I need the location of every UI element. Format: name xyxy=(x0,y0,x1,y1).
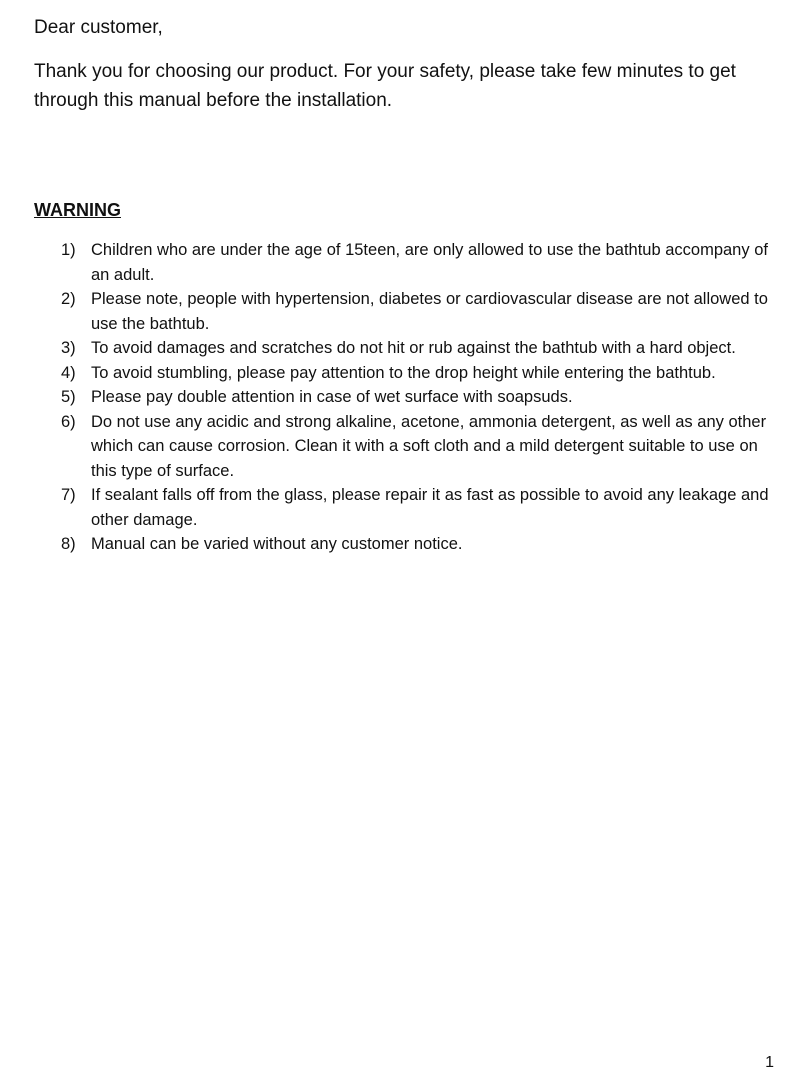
warning-list xyxy=(0,238,808,557)
warning-item-text: To avoid damages and scratches do not hit or rub against the bathtub with a hard object. xyxy=(91,339,736,357)
warning-item-number: 2) xyxy=(61,290,76,308)
warning-item-text: Manual can be varied without any customer notice. xyxy=(91,535,463,553)
warning-item-number: 6) xyxy=(61,412,76,431)
warning-item-number: 4) xyxy=(61,363,76,382)
intro-paragraph: Thank you for choosing our product. For your safety, please take few minutes to get through this manual before the installation. xyxy=(34,61,736,111)
page-number: 1 xyxy=(765,1054,774,1071)
warning-item-text: Do not use any acidic and strong alkaline, acetone, ammonia detergent, as well as any other which can cause corrosion. Clean it with a soft cloth and a mild detergent suitable to use on this type of surface. xyxy=(91,412,767,480)
greeting: Dear customer, xyxy=(34,17,163,38)
warning-item-3 xyxy=(0,336,808,361)
warning-item-1 xyxy=(0,238,808,287)
warning-item-text: Children who are under the age of 15teen, are only allowed to use the bathtub accompany of an adult. xyxy=(91,241,768,284)
warning-item-7 xyxy=(0,483,808,532)
warning-item-text: Please note, people with hypertension, diabetes or cardiovascular disease are not allowed to use the bathtub. xyxy=(91,290,768,333)
warning-item-number: 8) xyxy=(61,535,76,553)
warning-item-number: 7) xyxy=(61,486,76,504)
warning-item-4 xyxy=(0,361,808,386)
warning-item-5 xyxy=(0,385,808,410)
warning-item-number: 3) xyxy=(61,339,76,357)
warning-item-2 xyxy=(0,287,808,336)
warning-heading: WARNING xyxy=(34,200,121,220)
warning-item-number: 5) xyxy=(61,388,76,406)
warning-item-text: To avoid stumbling, please pay attention to the drop height while entering the bathtub. xyxy=(91,363,716,382)
warning-item-number: 1) xyxy=(61,241,76,259)
warning-item-6 xyxy=(0,410,808,484)
warning-item-text: If sealant falls off from the glass, please repair it as fast as possible to avoid any leakage and other damage. xyxy=(91,486,769,529)
warning-item-text: Please pay double attention in case of wet surface with soapsuds. xyxy=(91,388,573,406)
warning-item-8 xyxy=(0,532,808,557)
